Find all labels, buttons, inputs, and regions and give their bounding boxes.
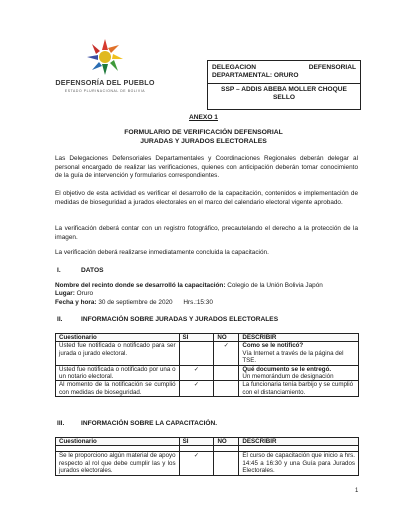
box-divider <box>208 83 360 84</box>
location-line: Lugar: Oruro <box>55 290 94 297</box>
defensoria-logo <box>55 37 155 105</box>
training-table <box>55 437 359 476</box>
org-name: DEFENSORÍA DEL PUEBLO <box>55 78 155 87</box>
table-row: Al momento de la notificación se cumplió con medidas de bioseguridad. ✓ La funcionaria tenía barbijo y se cumplió con el distanciamiento. <box>56 381 359 397</box>
seal-label: SELLO <box>273 94 295 101</box>
document-page: DEFENSORÍA DEL PUEBLO ESTADO PLURINACIONAL DE BOLIVIA DELEGACION DEFENSORIAL DEPARTAMENTAL: ORURO SSP – ADDIS ABEBA MOLLER CHOQUE SELLO ANEXO 1 FORMULARIO DE VERIFICACIÓN DEFENSORIAL JURADAS Y JURADOS ELECTORALES Las Delegaciones Defensoriales Departamentales y Coordinaciones Regionales deberán delegar al personal encargado de realizar las verificaciones, quienes con anticipación deberán tomar conocimiento de la guía de intervención y formularios correspondientes. El objetivo de esta actividad es verificar el desarrollo de la capacitación, contenidos e implementación de medidas de bioseguridad a jurados electorales en el marco del calendario electoral vigente aprobado. La verificación deberá contar con un registro fotográfico, precautelando el derecho a la protección de la imagen. La verificación deberá realizarse inmediatamente concluida la capacitación. I. DATOS Nombre del recinto donde se desarrolló la capacitación: Colegio de la Unión Bolivia Japón Lugar: Oruro Fecha y hora: 30 de septiembre de 2020 Hrs.:15:30 II. INFORMACIÓN SOBRE JURADAS Y JURADOS ELECTORALES Cuestionario SI NO DESCRIBIR Usted fue notificada o notificado para ser jurada o jurado electoral. ✓ Como se le notificó? Vía Internet a través de la página del TSE. Usted fue notificada o notificado por una o un notario electoral. ✓ Qué documento se le entregó. Un memorándum de designación Al momento de la notificación se cumplió con medidas de bioseguridad. ✓ La funcionaria tenía barbijo y se cumplió con el distanciamiento. III. INFORMACIÓN SOBRE LA CAPACITACIÓN. Cuestionario SI NO DESCRIBIR Se le proporciono algún material de apoyo respecto al rol que debe cumplir las y los jurados electorales. ✓ El curso de capacitación que inicio a hrs. 14:45 a 16:30 y una Guía para Jurados Electorales. 1 <box>0 0 407 530</box>
form-subtitle: JURADAS Y JURADOS ELECTORALES <box>140 138 267 145</box>
department-label: DEPARTAMENTAL: ORURO <box>212 72 299 79</box>
table-row: Se le proporciono algún material de apoyo respecto al rol que debe cumplir las y los jurados electorales. ✓ El curso de capacitación que inicio a hrs. 14:45 a 16:30 y una Guía para Jurados Electorales. <box>56 452 359 475</box>
intro-paragraph: Las Delegaciones Defensoriales Departamentales y Coordinaciones Regionales deberán delegar al personal encargado de realizar las verificaciones, quienes con anticipación deberán tomar conocimiento de la guía de intervención y formularios correspondientes. <box>55 155 358 180</box>
form-title: FORMULARIO DE VERIFICACIÓN DEFENSORIAL <box>124 129 283 136</box>
defensorial-label: DEFENSORIAL <box>308 64 356 71</box>
table-header-row: Cuestionario SI NO DESCRIBIR <box>56 438 359 446</box>
photo-paragraph: La verificación deberá contar con un registro fotográfico, precautelando el derecho a la protección de la imagen. <box>55 225 358 241</box>
delegation-box <box>207 60 361 110</box>
annex-title: ANEXO 1 <box>189 114 218 121</box>
delegation-label: DELEGACION <box>212 64 256 71</box>
timing-paragraph: La verificación deberá realizarse inmediatamente concluida la capacitación. <box>55 249 269 256</box>
official-name: SSP – ADDIS ABEBA MOLLER CHOQUE <box>221 86 347 93</box>
date-line: Fecha y hora: 30 de septiembre de 2020 Hrs.:15:30 <box>55 299 213 306</box>
jurors-table <box>55 333 359 397</box>
org-subtitle: ESTADO PLURINACIONAL DE BOLIVIA <box>64 89 146 93</box>
page-number: 1 <box>355 488 359 494</box>
table-row: Usted fue notificada o notificado por una o un notario electoral. ✓ Qué documento se le entregó. Un memorándum de designación <box>56 365 359 381</box>
table-header-row: Cuestionario SI NO DESCRIBIR <box>56 334 359 342</box>
venue-line: Nombre del recinto donde se desarrolló la capacitación: Colegio de la Unión Bolivia Japón <box>55 282 323 289</box>
objective-paragraph: El objetivo de esta actividad es verificar el desarrollo de la capacitación, contenidos e implementación de medidas de bioseguridad a jurados electorales en el marco del calendario electoral vigente aprobado. <box>55 190 358 206</box>
table-row: Usted fue notificada o notificado para ser jurada o jurado electoral. ✓ Como se le notificó? Vía Internet a través de la página del TSE. <box>56 342 359 365</box>
sun-emblem-icon <box>85 37 125 77</box>
